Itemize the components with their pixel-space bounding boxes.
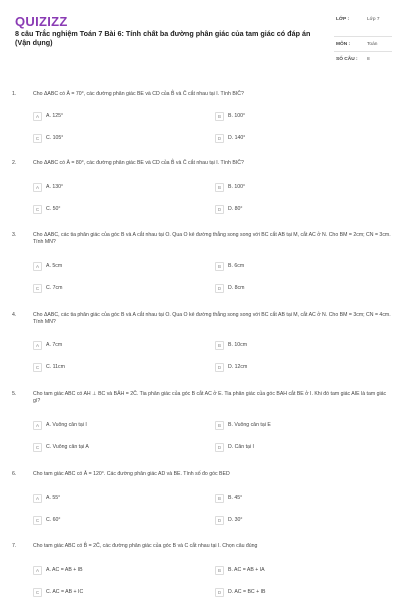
option-letter-badge: A — [33, 112, 42, 121]
question-text: Cho tam giác ABC có Â = 120°. Các đường phân giác AD và BE. Tính số đo góc BED — [33, 471, 230, 477]
answer-option[interactable] — [215, 339, 247, 351]
option-letter-badge: A — [33, 183, 42, 192]
option-letter-badge: B — [215, 566, 224, 575]
option-letter-badge: C — [33, 284, 42, 293]
option-text: B. AC = AB + IA — [228, 567, 265, 573]
option-letter-badge: C — [33, 443, 42, 452]
answer-option[interactable] — [215, 419, 271, 431]
option-text: C. 50° — [46, 206, 61, 212]
option-text: B. 6cm — [228, 263, 245, 269]
option-text: A. 130° — [46, 184, 64, 190]
option-letter-badge: A — [33, 262, 42, 271]
option-letter-badge: B — [215, 183, 224, 192]
answer-option[interactable] — [215, 181, 245, 193]
answer-option[interactable] — [33, 564, 83, 576]
option-letter-badge: B — [215, 262, 224, 271]
meta-label-grade: LỚP : — [336, 17, 350, 22]
option-text: C. 60° — [46, 517, 61, 523]
option-text: B. 45° — [228, 495, 243, 501]
option-text: D. 140° — [228, 135, 246, 141]
answer-option[interactable] — [33, 492, 60, 504]
answer-option[interactable] — [215, 132, 245, 144]
answer-option[interactable] — [215, 492, 242, 504]
question-text: Cho ΔABC có Â = 70°, các đường phân giác BE và CD của B̂ và Ĉ cắt nhau tại I. Tính BIĈ? — [33, 91, 244, 97]
meta-divider — [334, 36, 392, 37]
option-letter-badge: D — [215, 284, 224, 293]
question-number: 6. — [12, 471, 17, 477]
answer-option[interactable] — [33, 514, 60, 526]
option-letter-badge: D — [215, 363, 224, 372]
option-letter-badge: C — [33, 588, 42, 597]
answer-option[interactable] — [215, 361, 247, 373]
answer-option[interactable] — [33, 203, 60, 215]
answer-option[interactable] — [33, 110, 63, 122]
option-letter-badge: B — [215, 341, 224, 350]
option-text: D. 80° — [228, 206, 243, 212]
worksheet-title: 8 câu Trắc nghiệm Toán 7 Bài 6: Tính chất ba đường phân giác của tam giác có đáp án (Vận dụng) — [15, 29, 311, 47]
answer-option[interactable] — [215, 586, 265, 598]
question-number: 7. — [12, 543, 17, 549]
quizizz-logo: QUIZIZZ — [15, 14, 68, 29]
answer-option[interactable] — [33, 339, 62, 351]
option-text: D. 8cm — [228, 285, 245, 291]
answer-option[interactable] — [215, 203, 242, 215]
option-text: A. 5cm — [46, 263, 63, 269]
option-text: C. AC = AB + IC — [46, 589, 84, 595]
question-number: 1. — [12, 91, 17, 97]
option-letter-badge: D — [215, 516, 224, 525]
option-letter-badge: C — [33, 516, 42, 525]
option-letter-badge: C — [33, 363, 42, 372]
question-text: Cho ΔABC, các tia phân giác của góc B và A cắt nhau tại O. Qua O kẻ đường thẳng song song với BC cắt AB tại M, cắt AC ở N. Cho BM = 3cm; CN = 4cm. Tính MN? — [33, 312, 391, 325]
option-letter-badge: B — [215, 112, 224, 121]
option-text: D. 12cm — [228, 364, 248, 370]
question-text: Cho tam giác ABC có B̂ = 2Ĉ, các đường phân giác của góc B và C cắt nhau tại I. Chọn câu đúng — [33, 543, 258, 549]
answer-option[interactable] — [33, 586, 83, 598]
option-letter-badge: A — [33, 421, 42, 430]
option-letter-badge: D — [215, 443, 224, 452]
answer-option[interactable] — [215, 260, 244, 272]
meta-value-question-count: 8 — [367, 57, 370, 62]
option-letter-badge: A — [33, 341, 42, 350]
option-text: B. 100° — [228, 113, 246, 119]
question-number: 2. — [12, 160, 17, 166]
answer-option[interactable] — [215, 110, 245, 122]
option-text: C. Vuông cân tại A — [46, 444, 89, 450]
answer-option[interactable] — [33, 361, 65, 373]
question-number: 4. — [12, 312, 17, 318]
answer-option[interactable] — [33, 260, 62, 272]
meta-value-subject: Toán — [367, 42, 378, 47]
option-text: C. 7cm — [46, 285, 63, 291]
question-number: 3. — [12, 232, 17, 238]
question-text: Cho tam giác ABC có AH ⊥ BC và BÂH = 2Ĉ. Tia phân giác của góc B cắt AC ở E. Tia phân giác của góc BAH cắt BE ở I. Khi đó tam giác AIE là tam giác gì? — [33, 391, 387, 404]
meta-divider — [334, 51, 392, 52]
meta-label-subject: MÔN : — [336, 42, 351, 47]
question-text: Cho ΔABC, các tia phân giác của góc B và A cắt nhau tại O. Qua O kẻ đường thẳng song song với BC cắt AB tại M, cắt AC ở N. Cho BM = 2cm; CN = 3cm. Tính MN? — [33, 232, 391, 245]
option-text: B. 100° — [228, 184, 246, 190]
question-number: 5. — [12, 391, 17, 397]
option-text: D. AC = BC + IB — [228, 589, 266, 595]
option-text: C. 105° — [46, 135, 64, 141]
worksheet-header — [0, 0, 400, 70]
meta-label-question-count: SỐ CÂU : — [336, 57, 358, 62]
answer-option[interactable] — [33, 132, 63, 144]
option-letter-badge: C — [33, 134, 42, 143]
question-text: Cho ΔABC có Â = 80°, các đường phân giác BE và CD của B̂ và Ĉ cắt nhau tại I. Tính BIĈ? — [33, 160, 244, 166]
option-letter-badge: D — [215, 205, 224, 214]
option-text: B. 10cm — [228, 342, 248, 348]
option-text: A. Vuông cân tại I — [46, 422, 87, 428]
option-letter-badge: D — [215, 588, 224, 597]
option-letter-badge: A — [33, 494, 42, 503]
answer-option[interactable] — [33, 181, 63, 193]
option-text: A. 55° — [46, 495, 61, 501]
option-text: A. AC = AB + IB — [46, 567, 83, 573]
answer-option[interactable] — [33, 282, 62, 294]
option-letter-badge: A — [33, 566, 42, 575]
option-text: D. Cân tại I — [228, 444, 254, 450]
option-text: B. Vuông cân tại E — [228, 422, 271, 428]
option-text: D. 30° — [228, 517, 243, 523]
answer-option[interactable] — [215, 441, 254, 453]
option-text: A. 125° — [46, 113, 64, 119]
option-letter-badge: B — [215, 494, 224, 503]
option-letter-badge: C — [33, 205, 42, 214]
answer-option[interactable] — [33, 419, 87, 431]
answer-option[interactable] — [215, 282, 244, 294]
answer-option[interactable] — [215, 514, 242, 526]
option-text: C. 11cm — [46, 364, 65, 370]
option-letter-badge: D — [215, 134, 224, 143]
answer-option[interactable] — [215, 564, 265, 576]
answer-option[interactable] — [33, 441, 89, 453]
option-text: A. 7cm — [46, 342, 63, 348]
option-letter-badge: B — [215, 421, 224, 430]
meta-value-grade: Lớp 7 — [367, 17, 380, 22]
